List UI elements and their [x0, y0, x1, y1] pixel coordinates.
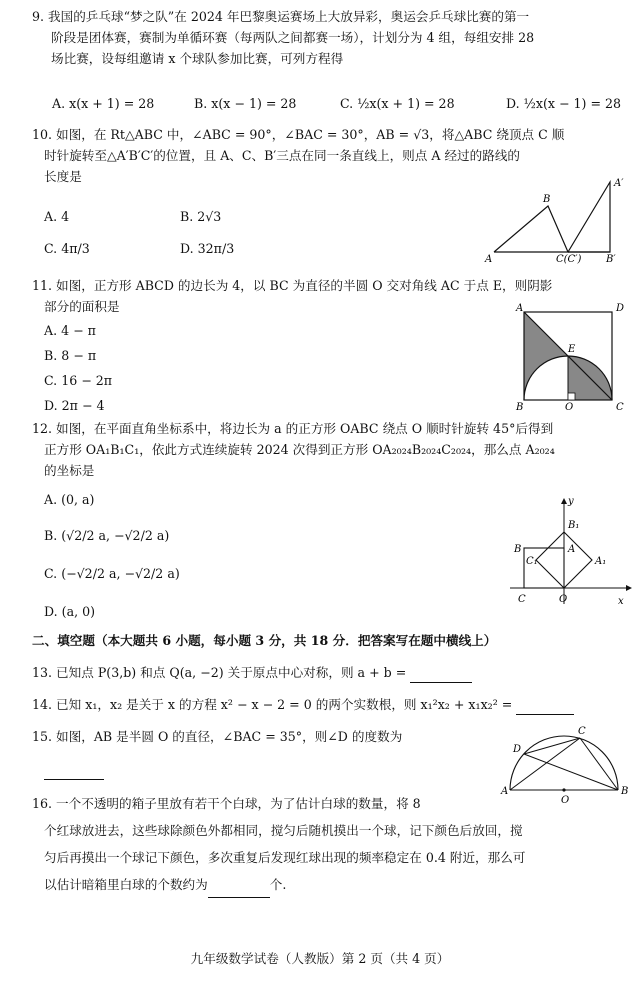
q12-label-y: y [568, 496, 574, 507]
q11-line-2: 部分的面积是 [44, 299, 120, 314]
q11-label-e: E [568, 344, 576, 355]
question-13 [32, 662, 626, 683]
q12-label-a1: A₁ [595, 556, 607, 567]
q12-label-b1: B₁ [568, 520, 580, 531]
q15-label-o: O [561, 795, 570, 806]
q12-line-3: 的坐标是 [44, 463, 95, 478]
q10-option-b: B. 2√3 [180, 209, 222, 224]
q10-label-b: B [543, 194, 551, 205]
q10-option-c: C. 4π/3 [44, 241, 90, 256]
q9-option-a: A. x(x + 1) = 28 [52, 96, 155, 111]
q10-option-d: D. 32π/3 [180, 241, 235, 256]
question-12 [32, 418, 626, 481]
q15-answer-blank[interactable] [44, 765, 104, 780]
q11-label-d: D [616, 303, 625, 314]
q10-triangle-abc [494, 206, 568, 252]
q12-line-1: 12. 如图，在平面直角坐标系中，将边长为 a 的正方形 OABC 绕点 O 顺时针旋转 45°后得到 [32, 421, 554, 436]
q10-label-c: C(C′) [556, 254, 582, 265]
q12-option-a: A. (0, a) [44, 492, 95, 507]
q13-answer-blank[interactable] [410, 668, 472, 683]
q16-line-3: 匀后再摸出一个球记下颜色，多次重复后发现红球出现的频率稳定在 0.4 附近，那么可 [44, 850, 526, 865]
q10-label-ap: A′ [614, 178, 624, 189]
q16-line-4-end: 个. [269, 877, 287, 892]
q11-label-c: C [616, 402, 624, 413]
q12-label-x: x [618, 596, 624, 607]
q10-line-1: 10. 如图，在 Rt△ABC 中，∠ABC = 90°，∠BAC = 30°，AB = √3，将△ABC 绕顶点 C 顺 [32, 127, 565, 142]
q10-triangle-apbpcp [568, 182, 610, 252]
q11-options [44, 321, 112, 416]
q16-answer-blank[interactable] [208, 883, 270, 898]
q11-option-c: C. 16 − 2π [44, 373, 113, 388]
q9-line-1: 9. 我国的乒乓球“梦之队”在 2024 年巴黎奥运赛场上大放异彩，奥运会乒乓球比赛的第一 [32, 9, 530, 24]
q14-answer-blank[interactable] [516, 700, 574, 715]
q12-option-c: C. (−√2/2 a, −√2/2 a) [44, 566, 180, 581]
q11-option-d: D. 2π − 4 [44, 398, 105, 413]
q13-text: 13. 已知点 P(3,b) 和点 Q(a, −2) 关于原点中心对称，则 a + b = [32, 665, 407, 680]
question-16 [32, 790, 626, 898]
q9-option-d: D. ½x(x − 1) = 28 [506, 96, 622, 111]
q12-label-o: O [559, 594, 568, 605]
q9-line-3: 场比赛，设每组邀请 x 个球队参加比赛，可列方程得 [51, 51, 344, 66]
section-2-heading: 二、填空题（本大题共 6 小题，每小题 3 分，共 18 分．把答案写在题中横线上） [32, 633, 497, 648]
q14-text: 14. 已知 x₁，x₂ 是关于 x 的方程 x² − x − 2 = 0 的两个实数根，则 x₁²x₂ + x₁x₂² = [32, 697, 513, 712]
q10-option-a: A. 4 [44, 209, 70, 224]
q15-segment-db [524, 754, 618, 790]
q9-line-2: 阶段是团体赛，赛制为单循环赛（每两队之间都赛一场），计划分为 4 组，每组安排 28 [51, 30, 535, 45]
q15-label-b: B [621, 786, 629, 797]
q10-figure [482, 176, 632, 266]
q9-option-b: B. x(x − 1) = 28 [194, 96, 297, 111]
question-9 [32, 6, 626, 69]
q9-option-c: C. ½x(x + 1) = 28 [340, 96, 455, 111]
q10-label-a: A [485, 254, 493, 265]
q16-line-4: 以估计暗箱里白球的个数约为 [44, 877, 208, 892]
q12-label-b: B [514, 544, 522, 555]
q11-option-a: A. 4 − π [44, 323, 96, 338]
q12-label-a: A [568, 544, 576, 555]
q12-option-d: D. (a, 0) [44, 604, 96, 619]
page-footer: 九年级数学试卷（人教版）第 2 页（共 4 页） [190, 951, 450, 966]
q12-line-2: 正方形 OA₁B₁C₁，依此方式连续旋转 2024 次得到正方形 OA₂₀₂₄B₂₀₂₄C₂₀₂₄，那么点 A₂₀₂₄ [44, 442, 555, 457]
q10-line-3: 长度是 [44, 169, 82, 184]
q12-label-c1: C₁ [526, 556, 538, 567]
q15-label-a: A [501, 786, 509, 797]
q10-label-bp: B′ [606, 254, 616, 265]
q11-label-b: B [516, 402, 524, 413]
q15-line-1: 15. 如图，AB 是半圆 O 的直径，∠BAC = 35°，则∠D 的度数为 [32, 729, 403, 744]
q11-line-1: 11. 如图，正方形 ABCD 的边长为 4，以 BC 为直径的半圆 O 交对角线 AC 于点 E，则阴影 [32, 278, 553, 293]
q11-option-b: B. 8 − π [44, 348, 97, 363]
q16-line-2: 个红球放进去，这些球除颜色外都相同，搅匀后随机摸出一个球，记下颜色后放回，搅 [44, 823, 523, 838]
q11-figure [512, 302, 632, 414]
q12-options [44, 490, 180, 622]
question-14 [32, 694, 626, 715]
q12-figure [506, 496, 634, 608]
q11-label-a: A [516, 303, 524, 314]
q9-options [52, 94, 621, 114]
q15-label-d: D [513, 744, 522, 755]
q12-label-c: C [518, 594, 526, 605]
q15-label-c: C [578, 726, 586, 737]
q10-options [44, 207, 234, 259]
q15-semicircle [510, 736, 618, 790]
q12-option-b: B. (√2/2 a, −√2/2 a) [44, 528, 170, 543]
q11-label-o: O [565, 402, 574, 413]
q10-line-2: 时针旋转至△A′B′C′的位置，且 A、C、B′三点在同一条直线上，则点 A 经过的路线的 [44, 148, 521, 163]
q16-line-1: 16. 一个不透明的箱子里放有若干个白球，为了估计白球的数量，将 8 [32, 796, 421, 811]
